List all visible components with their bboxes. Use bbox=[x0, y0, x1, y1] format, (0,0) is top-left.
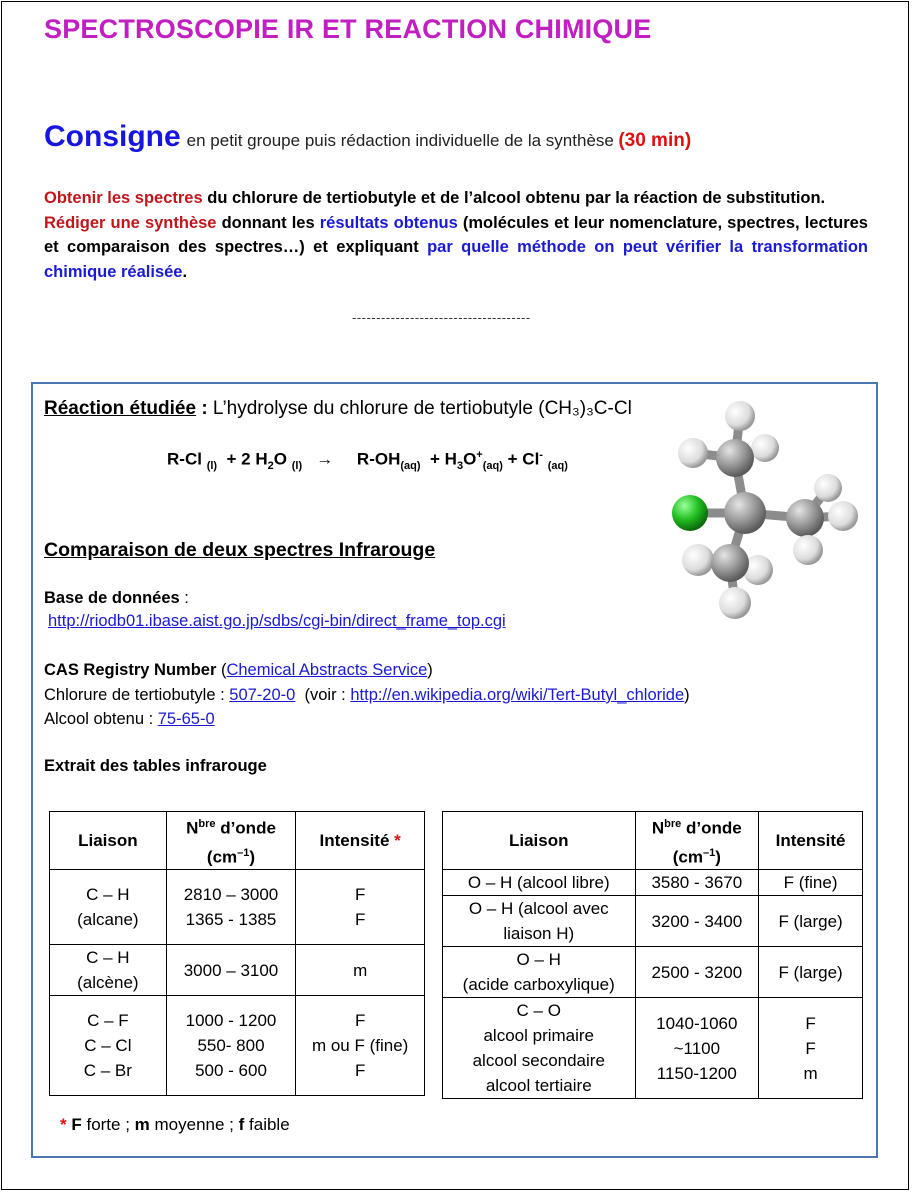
eq-charge: - bbox=[539, 449, 543, 461]
table-header-row bbox=[443, 812, 863, 870]
cas-paren: ) bbox=[427, 661, 433, 679]
cell-liaison: O – H (acide carboxylique) bbox=[443, 947, 636, 998]
col-intensite: Intensité bbox=[759, 812, 863, 870]
cell-liaison: C – F C – Cl C – Br bbox=[50, 996, 167, 1096]
cell-onde: 3000 – 3100 bbox=[166, 945, 296, 996]
database-link[interactable]: http://riodb01.ibase.aist.go.jp/sdbs/cgi-bin/direct_frame_top.cgi bbox=[48, 612, 506, 630]
eq-index: 2 bbox=[267, 460, 274, 473]
reaction-title: Réaction étudiée bbox=[44, 398, 197, 419]
instr-text: du chlorure de tertiobutyle et de l’alcool obtenu par la réaction de substitution. bbox=[202, 189, 826, 207]
table-row bbox=[50, 996, 425, 1096]
reaction-sep: : bbox=[196, 398, 208, 419]
chlorure-label: Chlorure de tertiobutyle : bbox=[44, 686, 230, 704]
cell-intensite: F (large) bbox=[759, 896, 863, 947]
consigne-title: Consigne bbox=[44, 120, 181, 153]
cell-intensite: F F m bbox=[759, 998, 863, 1099]
table-row bbox=[443, 870, 863, 896]
cas-link[interactable]: Chemical Abstracts Service bbox=[226, 661, 428, 679]
cell-intensite: F F bbox=[296, 870, 425, 945]
database-label bbox=[44, 589, 189, 608]
cell-onde: 2500 - 3200 bbox=[635, 947, 759, 998]
ir-table-left bbox=[49, 811, 425, 1096]
instr-method: par quelle méthode on peut vérifier la transformation chimique réalisée bbox=[44, 238, 868, 281]
chlorure-row bbox=[44, 686, 690, 705]
cas-title: CAS Registry Number bbox=[44, 661, 217, 679]
eq-state: (l) bbox=[206, 460, 218, 473]
voir-text: (voir : bbox=[295, 686, 351, 704]
cell-liaison: C – H (alcane) bbox=[50, 870, 167, 945]
reaction-text: L’hydrolyse du chlorure de tertiobutyle (CH₃)₃C-Cl bbox=[207, 398, 632, 419]
col-liaison: Liaison bbox=[443, 812, 636, 870]
intensity-legend bbox=[60, 1115, 290, 1135]
cell-liaison: O – H (alcool libre) bbox=[443, 870, 636, 896]
cell-intensite: F (fine) bbox=[759, 870, 863, 896]
cas-row bbox=[44, 661, 433, 680]
table-header-row bbox=[50, 812, 425, 870]
instr-get-spectra: Obtenir les spectres bbox=[44, 189, 203, 207]
chemical-equation bbox=[167, 449, 568, 472]
consigne-heading bbox=[44, 120, 691, 154]
cell-onde: 1000 - 1200 550- 800 500 - 600 bbox=[166, 996, 296, 1096]
instr-text: donnant les bbox=[216, 213, 320, 232]
alcool-label: Alcool obtenu : bbox=[44, 710, 158, 728]
eq-state: (aq) bbox=[482, 460, 503, 473]
cell-liaison: C – H (alcène) bbox=[50, 945, 167, 996]
ir-table-right bbox=[442, 811, 863, 1099]
cell-intensite: m bbox=[296, 945, 425, 996]
molecule-icon bbox=[660, 398, 860, 628]
eq-term: O bbox=[463, 449, 477, 469]
legend-text: moyenne ; bbox=[149, 1115, 239, 1134]
cell-liaison: O – H (alcool avec liaison H) bbox=[443, 896, 636, 947]
database-title: Base de données bbox=[44, 589, 180, 607]
reaction-heading bbox=[44, 398, 632, 420]
instr-write-synthesis: Rédiger une synthèse bbox=[44, 213, 217, 232]
eq-rcl: R-Cl bbox=[167, 449, 202, 469]
cas-paren: ( bbox=[216, 661, 227, 679]
instr-text: (molécules et leur nomenclature, spectres, lectures et comparaison des spectres…) et expliquant bbox=[44, 213, 868, 256]
database-link-row bbox=[48, 612, 506, 631]
cell-intensite: F (large) bbox=[759, 947, 863, 998]
eq-state: (aq) bbox=[400, 460, 421, 473]
alcool-cas-link[interactable]: 75-65-0 bbox=[157, 710, 215, 728]
eq-roh: R-OH bbox=[356, 449, 401, 469]
eq-charge: + bbox=[476, 449, 483, 461]
instr-text: . bbox=[182, 262, 188, 281]
chlorure-cas-link[interactable]: 507-20-0 bbox=[229, 686, 296, 704]
legend-key: F bbox=[71, 1115, 82, 1134]
consigne-duration: (30 min) bbox=[618, 130, 692, 151]
legend-star: * bbox=[60, 1115, 67, 1134]
legend-text: forte ; bbox=[81, 1115, 135, 1134]
eq-index: 3 bbox=[456, 460, 464, 473]
tables-heading: Extrait des tables infrarouge bbox=[44, 757, 267, 775]
wikipedia-link[interactable]: http://en.wikipedia.org/wiki/Tert-Butyl_chloride bbox=[350, 686, 685, 704]
table-row bbox=[443, 947, 863, 998]
legend-key: f bbox=[238, 1115, 245, 1134]
separator: ------------------------------------- bbox=[352, 310, 531, 325]
table-row bbox=[50, 945, 425, 996]
database-sep: : bbox=[179, 589, 189, 607]
eq-term: O bbox=[273, 449, 287, 469]
alcool-row bbox=[44, 710, 215, 729]
instr-results: résultats obtenus bbox=[319, 213, 458, 232]
eq-term: + Cl bbox=[507, 449, 540, 469]
table-row bbox=[443, 998, 863, 1099]
cell-liaison: C – O alcool primaire alcool secondaire alcool tertiaire bbox=[443, 998, 636, 1099]
eq-term: + H bbox=[430, 449, 457, 469]
table-row bbox=[50, 870, 425, 945]
page-title: SPECTROSCOPIE IR ET REACTION CHIMIQUE bbox=[44, 14, 652, 44]
col-intensite: Intensité * bbox=[296, 812, 425, 870]
legend-text: faible bbox=[244, 1115, 290, 1134]
eq-state: (aq) bbox=[547, 460, 568, 473]
consigne-subtitle: en petit groupe puis rédaction individuelle de la synthèse bbox=[186, 131, 614, 150]
table-row bbox=[443, 896, 863, 947]
eq-term: + 2 H bbox=[226, 449, 268, 469]
cell-onde: 3200 - 3400 bbox=[635, 896, 759, 947]
col-onde: $N^{bre}$ d’onde $(cm^{-1})$ bbox=[635, 812, 759, 870]
cell-intensite: F m ou F (fine) F bbox=[296, 996, 425, 1096]
col-liaison: Liaison bbox=[50, 812, 167, 870]
eq-arrow: → bbox=[316, 449, 334, 469]
comparison-heading: Comparaison de deux spectres Infrarouge bbox=[44, 539, 436, 561]
eq-state: (l) bbox=[291, 460, 303, 473]
legend-key: m bbox=[134, 1115, 150, 1134]
cell-onde: 3580 - 3670 bbox=[635, 870, 759, 896]
cell-onde: 1040-1060 ~1100 1150-1200 bbox=[635, 998, 759, 1099]
col-onde: $N^{bre}$ d’onde $(cm^{-1})$ bbox=[166, 812, 296, 870]
cell-onde: 2810 – 3000 1365 - 1385 bbox=[166, 870, 296, 945]
instructions bbox=[44, 186, 868, 284]
voir-close: ) bbox=[684, 686, 690, 704]
